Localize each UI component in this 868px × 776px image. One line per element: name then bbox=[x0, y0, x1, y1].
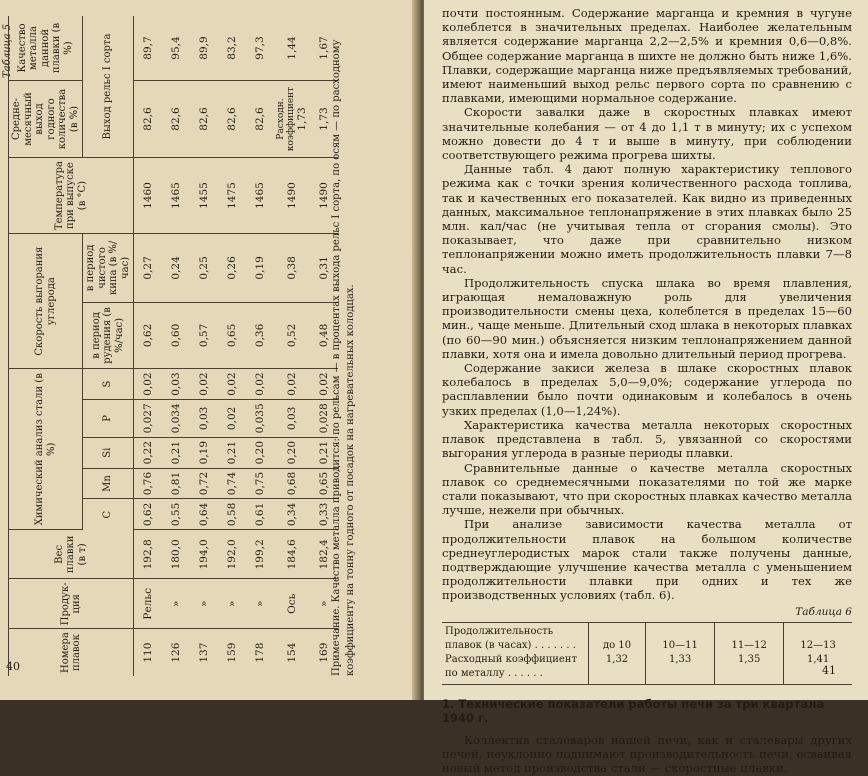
cell-mn: 0,81 bbox=[162, 468, 190, 499]
page-number-left: 40 bbox=[6, 660, 20, 673]
cell-s: 0,02 bbox=[134, 369, 163, 400]
cell-temp: 1465 bbox=[246, 158, 274, 234]
cell-p: 0,02 bbox=[218, 400, 246, 438]
header-weight: Вес плавки (в т) bbox=[9, 530, 134, 579]
cell-quality: 89,9 bbox=[190, 16, 218, 81]
cell-yield: 82,6 bbox=[134, 81, 163, 158]
paragraph: Данные табл. 4 дают полную характеристику теплового режима как с точки зрения количественного расхода топлива, так и качественных его показателей. Как видно из приведенных данных, максимальное теплонапряжение в этих плавках было 25 млн. кал/час (не учитывая тепла от сгорания смолы). Это показывает, что даже при сравнительно низком теплонапряжении можно иметь продолжительность плавки 7—8 час. bbox=[442, 162, 852, 276]
cell-si: 0,22 bbox=[134, 437, 163, 468]
cell-weight: 180,0 bbox=[162, 530, 190, 579]
right-page-text bbox=[442, 6, 852, 776]
cell-temp: 1490 bbox=[310, 158, 338, 234]
cell-yield: 82,6 bbox=[190, 81, 218, 158]
t6-col bbox=[646, 622, 715, 684]
cell-c: 0,61 bbox=[246, 499, 274, 530]
cell-temp: 1465 bbox=[162, 158, 190, 234]
cell-product: » bbox=[310, 579, 338, 629]
header-yield: Средне- месячный выход годного количества (в %) bbox=[9, 81, 83, 158]
t6-row2-label: Расходный коэффициент по металлу . . . . . . bbox=[445, 654, 577, 680]
cell-s: 0,02 bbox=[310, 369, 338, 400]
t6-col-label: до 10 bbox=[603, 639, 632, 651]
header-si: Si bbox=[83, 437, 134, 468]
cell-yield: 82,6 bbox=[218, 81, 246, 158]
cell-yield: 82,6 bbox=[246, 81, 274, 158]
cell-c: 0,64 bbox=[190, 499, 218, 530]
cell-si: 0,21 bbox=[310, 437, 338, 468]
cell-mn: 0,68 bbox=[274, 468, 310, 499]
cell-quality: 83,2 bbox=[218, 16, 246, 81]
cell-melt: 0,48 bbox=[310, 302, 338, 368]
header-number: Номера плавок bbox=[9, 629, 134, 676]
cell-product: » bbox=[246, 579, 274, 629]
cell-p: 0,03 bbox=[274, 400, 310, 438]
t6-col bbox=[715, 622, 784, 684]
cell-mn: 0,72 bbox=[190, 468, 218, 499]
cell-product: » bbox=[190, 579, 218, 629]
cell-num: 178 bbox=[254, 642, 266, 663]
table-row bbox=[134, 16, 163, 676]
header-chem-group: Химический анализ стали (в %) bbox=[9, 369, 83, 530]
header-quality: Качество металла данной плавки (в %) bbox=[9, 16, 83, 81]
cell-num: 137 bbox=[198, 642, 210, 663]
t6-col-label: 12—13 bbox=[800, 639, 836, 651]
cell-num: 169 bbox=[318, 642, 330, 663]
cell-boil: 0,26 bbox=[218, 234, 246, 303]
t6-col bbox=[784, 622, 852, 684]
header-speed-boil: в период чистого кипа (в %/час) bbox=[83, 234, 134, 303]
cell-si: 0,20 bbox=[274, 437, 310, 468]
cell-p: 0,035 bbox=[246, 400, 274, 438]
cell-quality: 89,7 bbox=[134, 16, 163, 81]
cell-c: 0,34 bbox=[274, 499, 310, 530]
cell-s: 0,02 bbox=[190, 369, 218, 400]
cell-si: 0,21 bbox=[218, 437, 246, 468]
cell-temp: 1490 bbox=[274, 158, 310, 234]
cell-p: 0,034 bbox=[162, 400, 190, 438]
cell-product: » bbox=[218, 579, 246, 629]
cell-num: 154 bbox=[286, 642, 298, 663]
cell-melt: 0,60 bbox=[162, 302, 190, 368]
t6-col bbox=[589, 622, 646, 684]
cell-mn: 0,75 bbox=[246, 468, 274, 499]
paragraph: Продолжительность спуска шлака во время плавления, играющая немаловажную роль для увеличения производительности смены цеха, колеблется в пределах 15—60 мин., чаще меньше. Длительный сход шлака в некоторых плавках (по 60—90 мин.) объясняется низким теплонапряжением данной плавки, хотя она и имела довольно длительный период прогрева. bbox=[442, 275, 852, 361]
paragraph: Скорости завалки даже в скоростных плавках имеют значительные колебания — от 4 до 1,1 т в минуту; их с успехом можно довести до 4 т и выше в минуту, при соблюдении соответствующего режима прогрева шихты. bbox=[442, 105, 852, 163]
cell-weight: 194,0 bbox=[190, 530, 218, 579]
consumption-label: Расходн. коэффициент bbox=[276, 86, 296, 152]
cell-boil: 0,25 bbox=[190, 234, 218, 303]
cell-weight: 182,4 bbox=[310, 530, 338, 579]
t6-row1-label: Продолжительность плавок (в часах) . . . . . . . bbox=[445, 625, 576, 651]
table-row bbox=[218, 16, 246, 676]
left-page bbox=[0, 0, 418, 700]
cell-c: 0,58 bbox=[218, 499, 246, 530]
cell-yield: 1,73 bbox=[310, 81, 338, 158]
cell-p: 0,028 bbox=[310, 400, 338, 438]
cell-weight: 199,2 bbox=[246, 530, 274, 579]
consumption-cell bbox=[274, 81, 310, 158]
cell-melt: 0,57 bbox=[190, 302, 218, 368]
cell-yield: 1,73 bbox=[296, 107, 308, 131]
paragraph: почти постоянным. Содержание марганца и кремния в чугуне колеблется в значительных пределах. Наиболее желательным является содержание марганца 2,2—2,5% и кремния 0,6—0,8%. Общее содержание марганца в шихте не должно быть ниже 1,6%. Плавки, содержащие марганца ниже предъявляемых требований, имеют наименьший выход рельс первого сорта по сравнению с плавками, имеющими нормальное содержание. bbox=[442, 6, 852, 106]
cell-s: 0,02 bbox=[274, 369, 310, 400]
cell-quality: 97,3 bbox=[246, 16, 274, 81]
cell-s: 0,02 bbox=[218, 369, 246, 400]
t6-col-label: 10—11 bbox=[662, 639, 698, 651]
header-c: C bbox=[83, 499, 134, 530]
t6-row-labels bbox=[442, 622, 589, 684]
cell-si: 0,19 bbox=[190, 437, 218, 468]
cell-melt: 0,62 bbox=[134, 302, 163, 368]
table-row bbox=[246, 16, 274, 676]
cell-quality: 1,67 bbox=[310, 16, 338, 81]
cell-weight: 192,0 bbox=[218, 530, 246, 579]
cell-mn: 0,76 bbox=[134, 468, 163, 499]
cell-num: 110 bbox=[142, 642, 154, 663]
cell-product: » bbox=[162, 579, 190, 629]
cell-temp: 1475 bbox=[218, 158, 246, 234]
cell-mn: 0,74 bbox=[218, 468, 246, 499]
header-speed-melt: в период рудения (в %/час) bbox=[83, 302, 134, 368]
header-yield-rail: Выход рельс I сорта bbox=[83, 16, 134, 158]
cell-quality: 1,44 bbox=[274, 16, 310, 81]
cell-c: 0,62 bbox=[134, 499, 163, 530]
header-speed-group: Скорость выгорания углерода bbox=[9, 234, 83, 369]
paragraph: Характеристика качества металла некоторых скоростных плавок представлена в табл. 5, увязанной со скоростями выгорания углерода в разные периоды плавки. bbox=[442, 417, 852, 461]
cell-yield: 82,6 bbox=[162, 81, 190, 158]
t6-value: 1,33 bbox=[668, 654, 692, 666]
paragraph: Коллектив сталеваров нашей печи, как и сталевары других печей, неуклонно поднимают производительность печи, осваивая новый метод производства стали — скоростные плавки. bbox=[442, 732, 852, 776]
cell-si: 0,20 bbox=[246, 437, 274, 468]
table-6 bbox=[442, 622, 852, 685]
t6-col-label: 11—12 bbox=[731, 639, 767, 651]
cell-weight: 192,8 bbox=[134, 530, 163, 579]
cell-s: 0,02 bbox=[246, 369, 274, 400]
right-page bbox=[424, 0, 868, 776]
table-row bbox=[274, 16, 310, 676]
t6-value: 1,32 bbox=[605, 654, 629, 666]
cell-product: Ось bbox=[274, 579, 310, 629]
paragraph: При анализе зависимости качества металла от продолжительности плавок на большом количестве среднеуглеродистых марок стали также получены данные, подтверждающие улучшение качества металла с уменьшением продолжительности плавки при одних и тех же производственных условиях (табл. 6). bbox=[442, 517, 852, 603]
table-note: Примечание. Качество металла приводится: по рельсам — в процентах выхода рельс I сорта, по осям — по расходному коэффициенту на тонну годного от посадок на нагревательных колодцах. bbox=[331, 39, 356, 676]
cell-temp: 1460 bbox=[134, 158, 163, 234]
cell-weight: 184,6 bbox=[274, 530, 310, 579]
cell-boil: 0,27 bbox=[134, 234, 163, 303]
cell-melt: 0,36 bbox=[246, 302, 274, 368]
cell-temp: 1455 bbox=[190, 158, 218, 234]
cell-s: 0,03 bbox=[162, 369, 190, 400]
page-number-right: 41 bbox=[822, 664, 836, 677]
cell-boil: 0,38 bbox=[274, 234, 310, 303]
header-p: P bbox=[83, 400, 134, 438]
cell-melt: 0,52 bbox=[274, 302, 310, 368]
header-mn: Mn bbox=[83, 468, 134, 499]
table-row bbox=[190, 16, 218, 676]
table-5-label: Таблица 5 bbox=[2, 24, 13, 79]
cell-product: Рельс bbox=[134, 579, 163, 629]
cell-boil: 0,24 bbox=[162, 234, 190, 303]
cell-p: 0,027 bbox=[134, 400, 163, 438]
t6-value: 1,41 bbox=[806, 654, 830, 666]
cell-p: 0,03 bbox=[190, 400, 218, 438]
rotated-table-area bbox=[0, 0, 418, 700]
table-row bbox=[162, 16, 190, 676]
paragraph: Содержание закиси железа в шлаке скоростных плавок колебалось в пределах 5,0—9,0%; содержание углерода по расплавлении было почти одинаковым и колебалось в очень узких пределах (1,0—1,24%). bbox=[442, 361, 852, 418]
table-5 bbox=[8, 16, 338, 676]
cell-boil: 0,19 bbox=[246, 234, 274, 303]
cell-boil: 0,31 bbox=[310, 234, 338, 303]
paragraph: Сравнительные данные о качестве металла скоростных плавок со среднемесячными показателями по той же марке стали показывают, что при скоростных плавках качество металла лучше, нежели при обычных. bbox=[442, 460, 852, 518]
header-product: Продук- ция bbox=[9, 579, 134, 629]
section-title: 1. Технические показатели работы печи за три квартала 1940 г. bbox=[442, 696, 825, 725]
cell-num: 159 bbox=[226, 642, 238, 663]
header-s: S bbox=[83, 369, 134, 400]
table-row bbox=[442, 622, 852, 684]
cell-c: 0,55 bbox=[162, 499, 190, 530]
cell-num: 126 bbox=[170, 642, 182, 663]
header-temp: Температура при выпуске (в °С) bbox=[9, 158, 134, 234]
table-6-label: Таблица 6 bbox=[795, 605, 852, 618]
cell-quality: 95,4 bbox=[162, 16, 190, 81]
cell-si: 0,21 bbox=[162, 437, 190, 468]
cell-c: 0,33 bbox=[310, 499, 338, 530]
cell-mn: 0,65 bbox=[310, 468, 338, 499]
cell-melt: 0,65 bbox=[218, 302, 246, 368]
t6-value: 1,35 bbox=[738, 654, 761, 666]
